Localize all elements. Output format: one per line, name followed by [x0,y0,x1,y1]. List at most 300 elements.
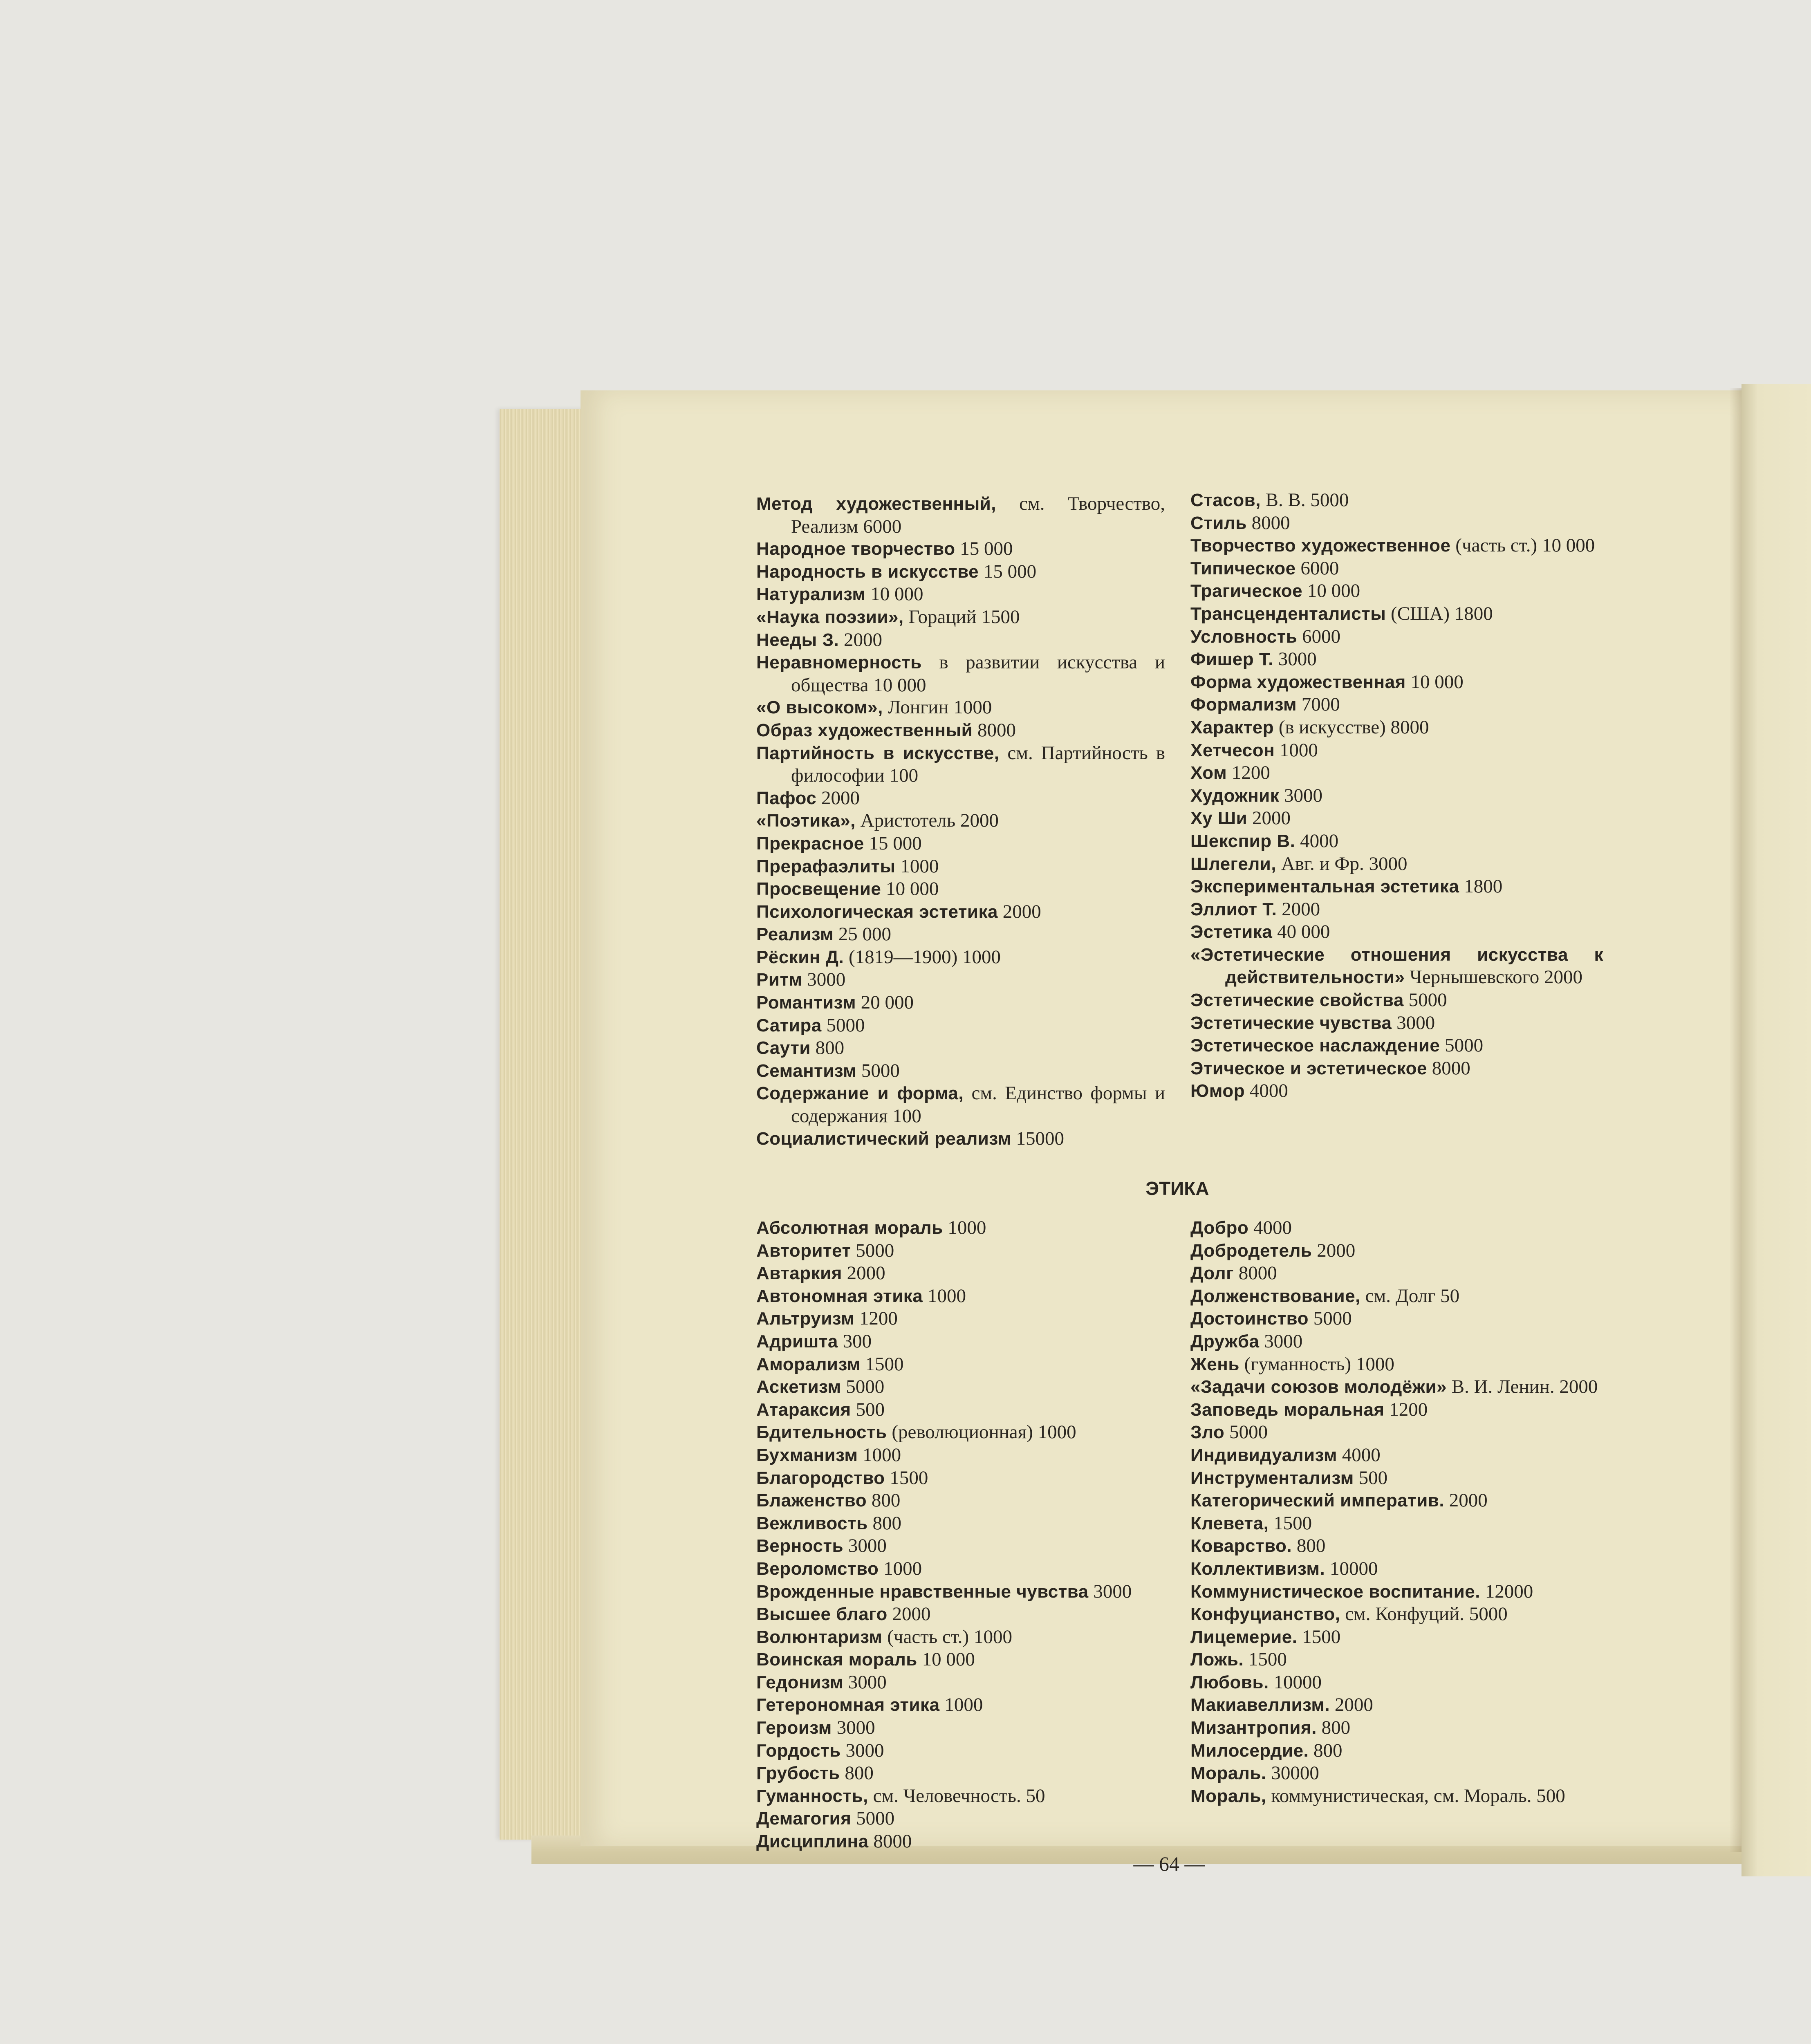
entry-detail: 800 [867,1490,901,1511]
entry-term: Условность [1190,626,1298,647]
entry-detail: 1000 [858,1444,901,1466]
entry-term: Фишер Т. [1190,649,1273,670]
entry-detail: 10000 [1269,1671,1322,1693]
index-entry [1190,1489,1603,1512]
entry-detail: 8000 [868,1831,912,1852]
entry-detail: 3000 [841,1739,884,1761]
entry-detail: Чернышевского 2000 [1405,966,1583,988]
entry-term: Пафос [756,788,817,808]
entry-detail: В. И. Ленин. 2000 [1447,1376,1598,1398]
entry-term: Достоинство [1190,1309,1309,1329]
index-entry [756,1330,1169,1353]
entry-detail: 2000 [1444,1490,1488,1511]
entry-detail: 1000 [1275,739,1318,761]
entry-term: Долженствование, [1190,1286,1360,1306]
entry-detail: 10 000 [881,878,939,900]
entry-detail: коммунистическая, см. Мораль. 500 [1266,1785,1565,1806]
index-entry [1190,1376,1603,1399]
entry-detail: 1500 [1297,1626,1341,1647]
index-entry [756,1239,1169,1262]
entry-term: Дружба [1190,1331,1260,1351]
entry-term: Воинская мораль [756,1650,917,1670]
entry-term: Авторитет [756,1240,851,1261]
index-entry [1190,1080,1603,1103]
entry-term: Гордость [756,1740,841,1761]
index-entry [1190,898,1603,921]
index-entry [756,696,1165,719]
entry-detail: 3000 [1088,1580,1132,1602]
entry-term: Содержание и форма, [756,1083,964,1104]
entry-detail: 2000 [839,629,882,650]
entry-term: Врожденные нравственные чувства [756,1581,1089,1602]
index-entry [756,1603,1169,1626]
entry-detail: 15000 [1011,1127,1064,1149]
entry-detail: 7000 [1297,694,1340,715]
index-entry [756,1694,1169,1717]
entry-term: Мораль, [1190,1786,1266,1806]
index-entry [756,606,1165,629]
index-entry [1190,580,1603,603]
entry-detail: Гораций 1500 [903,606,1020,628]
entry-term: Коварство. [1190,1536,1292,1556]
entry-term: Ложь. [1190,1650,1244,1670]
index-entry [756,1830,1169,1853]
entry-detail: 5000 [851,1239,894,1261]
entry-term: Автаркия [756,1263,842,1284]
entry-detail: Аристотель 2000 [855,810,999,831]
entry-term: «Наука поэзии», [756,607,904,627]
entry-detail: 10 000 [1405,671,1464,693]
index-entry [756,1489,1169,1512]
entry-term: Народность в искусстве [756,561,979,582]
entry-detail: 800 [810,1037,845,1059]
entry-term: Лицемерие. [1190,1627,1298,1647]
index-entry [756,1060,1165,1083]
entry-term: Психологическая эстетика [756,901,998,922]
index-entry [1190,1717,1603,1739]
index-entry [756,832,1165,855]
index-entry [756,1739,1169,1762]
entry-term: Типическое [1190,558,1296,578]
index-entry [1190,1057,1603,1080]
index-entry [1190,1762,1603,1785]
entry-detail: 300 [838,1330,872,1352]
entry-detail: 5000 [1440,1035,1484,1056]
entry-detail: 500 [851,1399,885,1420]
entry-detail: см. Долг 50 [1360,1285,1460,1307]
index-entry [756,1014,1165,1037]
entry-detail: (часть ст.) 10 000 [1450,535,1595,556]
index-entry [756,742,1165,787]
index-entry [1190,1739,1603,1762]
index-entry [1190,1399,1603,1421]
index-entry [1190,1535,1603,1558]
entry-term: Благородство [756,1468,885,1488]
entry-detail: 3000 [843,1671,887,1693]
entry-term: Романтизм [756,993,856,1013]
entry-detail: 8000 [1427,1057,1470,1079]
index-entry [1190,1694,1603,1717]
entry-term: Бухманизм [756,1445,858,1465]
entry-term: Демагогия [756,1809,852,1829]
entry-detail: 1500 [1244,1649,1287,1670]
entry-term: «Эстетические отношения искусства к действительности» [1190,944,1603,988]
entry-term: Метод художественный, [756,494,996,514]
entry-detail: 3000 [802,969,846,991]
index-entry [756,493,1165,538]
index-entry [1190,1217,1603,1239]
index-entry [1190,1671,1603,1694]
index-entry [1190,534,1603,557]
entry-detail: 2000 [1277,898,1320,920]
index-entry [1190,989,1603,1012]
entry-detail: 5000 [821,1014,865,1036]
index-entry [756,1558,1169,1580]
entry-detail: (часть ст.) 1000 [882,1626,1012,1647]
entry-detail: 800 [840,1762,874,1784]
entry-term: Этическое и эстетическое [1190,1058,1428,1078]
entry-detail: 1200 [1384,1399,1428,1420]
entry-term: Характер [1190,717,1274,737]
entry-detail: 1800 [1459,876,1503,897]
entry-term: Конфуцианство, [1190,1604,1340,1625]
entry-term: Жень [1190,1354,1239,1374]
entry-detail: 1000 [923,1285,966,1307]
aesthetics-column-right [1190,489,1603,1103]
entry-term: Эстетические чувства [1190,1013,1392,1033]
index-entry [756,1467,1169,1490]
entry-term: Эстетическое наслаждение [1190,1035,1440,1056]
index-entry [756,1512,1169,1535]
index-entry [1190,648,1603,671]
index-entry [756,1785,1169,1808]
index-entry [1190,512,1603,535]
entry-term: Коллективизм. [1190,1558,1325,1579]
entry-detail: 4000 [1295,830,1339,852]
index-entry [1190,1512,1603,1535]
entry-detail: 3000 [1392,1012,1435,1033]
index-entry [1190,784,1603,807]
index-entry [756,1535,1169,1558]
entry-detail: 4000 [1245,1080,1288,1102]
index-entry [756,538,1165,560]
entry-detail: 800 [1292,1535,1326,1557]
entry-term: Хетчесон [1190,740,1275,760]
page-edges [500,409,585,1840]
index-entry [1190,739,1603,762]
index-entry [1190,830,1603,853]
index-entry [1190,1353,1603,1376]
entry-detail: 800 [1309,1739,1343,1761]
entry-term: «Поэтика», [756,811,856,831]
index-entry [756,1444,1169,1467]
entry-detail: 12000 [1480,1580,1533,1602]
entry-detail: 15 000 [979,560,1037,582]
entry-term: Аскетизм [756,1377,841,1397]
index-entry [1190,875,1603,898]
entry-detail: 3000 [1279,784,1322,806]
entry-term: Категорический императив. [1190,1490,1445,1511]
entry-detail: 5000 [841,1376,885,1398]
index-entry [1190,693,1603,716]
index-entry [756,855,1165,878]
index-entry [756,1399,1169,1421]
entry-detail: (1819—1900) 1000 [844,946,1001,968]
entry-detail: 1500 [1269,1512,1312,1534]
index-entry [756,991,1165,1014]
ethics-column-left [756,1217,1169,1853]
entry-detail: 5000 [1403,989,1447,1011]
index-entry [756,1762,1169,1785]
entry-detail: 6000 [1295,557,1339,579]
entry-term: Милосердие. [1190,1740,1309,1761]
entry-detail: 8000 [1233,1262,1277,1284]
entry-term: Волюнтаризм [756,1627,883,1647]
entry-term: Натурализм [756,584,866,605]
index-entry [1190,762,1603,784]
index-entry [1190,1262,1603,1285]
entry-detail: (США) 1800 [1386,603,1493,624]
entry-term: Неравномерность [756,652,922,673]
index-entry [756,583,1165,606]
page-number: — 64 — [1133,1852,1205,1875]
entry-detail: (гуманность) 1000 [1239,1353,1394,1375]
entry-term: Нееды З. [756,630,839,650]
index-entry [1190,1626,1603,1649]
index-entry [1190,1034,1603,1057]
index-entry [756,1376,1169,1399]
index-entry [756,1648,1169,1671]
entry-term: Автономная этика [756,1286,923,1306]
index-entry [756,1626,1169,1649]
entry-detail: 2000 [816,787,860,809]
index-entry [1190,1330,1603,1353]
entry-term: Шлегели, [1190,854,1277,874]
entry-term: Абсолютная мораль [756,1218,943,1238]
index-entry [756,1285,1169,1308]
entry-term: Гуманность, [756,1786,868,1806]
index-entry [1190,921,1603,944]
entry-term: Шекспир В. [1190,831,1295,851]
index-entry [1190,944,1603,989]
index-entry [756,651,1165,696]
index-entry [756,787,1165,810]
index-entry [756,1217,1169,1239]
entry-detail: см. Человечность. 50 [868,1785,1045,1806]
index-entry [756,809,1165,832]
entry-detail: 1000 [895,855,939,877]
entry-term: Эстетика [1190,922,1273,942]
index-entry [756,878,1165,901]
index-entry [756,1421,1169,1444]
entry-term: Прерафаэлиты [756,856,896,876]
entry-detail: В. В. 5000 [1260,489,1349,511]
entry-term: Форма художественная [1190,672,1406,692]
entry-detail: 500 [1354,1467,1388,1488]
section-title: ЭТИКА [1145,1178,1209,1199]
entry-detail: в развитии искусства и общества 10 000 [791,652,1165,696]
index-entry [756,1807,1169,1830]
entry-detail: см. Конфуций. 5000 [1340,1603,1508,1625]
entry-term: Макиавеллизм. [1190,1695,1330,1715]
entry-term: Любовь. [1190,1672,1269,1692]
entry-term: Народное творчество [756,539,955,559]
index-entry [1190,557,1603,580]
entry-detail: 8000 [1246,512,1290,533]
entry-term: Альтруизм [756,1309,855,1329]
entry-detail: 800 [867,1512,901,1534]
entry-detail: 5000 [851,1808,895,1829]
entry-term: «О высоком», [756,697,883,718]
entry-detail: 5000 [856,1060,900,1081]
entry-term: Эстетические свойства [1190,990,1404,1011]
entry-term: Инструментализм [1190,1468,1354,1488]
index-entry [1190,807,1603,830]
entry-term: Долг [1190,1263,1234,1284]
entry-term: Образ художественный [756,720,973,740]
entry-term: Героизм [756,1718,832,1738]
entry-detail: 5000 [1309,1308,1352,1329]
entry-detail: см. Партийность в философии 100 [791,742,1165,787]
entry-detail: 2000 [887,1603,931,1625]
entry-detail: 20 000 [856,992,914,1013]
index-entry [1190,603,1603,625]
entry-term: Бдительность [756,1422,887,1443]
index-entry [1190,1444,1603,1467]
entry-detail: 6000 [1297,625,1341,647]
entry-detail: см. Творчество, Реализм 6000 [791,493,1165,537]
index-entry [756,901,1165,923]
entry-detail: (в искусстве) 8000 [1274,716,1429,738]
entry-term: «Задачи союзов молодёжи» [1190,1377,1447,1397]
index-entry [756,629,1165,652]
entry-term: Саути [756,1038,811,1058]
entry-detail: 10 000 [865,583,923,605]
index-entry [1190,1239,1603,1262]
entry-term: Вежливость [756,1513,868,1533]
entry-term: Формализм [1190,695,1297,715]
entry-detail: 3000 [832,1717,875,1739]
entry-term: Коммунистическое воспитание. [1190,1581,1480,1602]
index-entry [756,1580,1169,1603]
entry-term: Атараксия [756,1399,851,1420]
entry-term: Индивидуализм [1190,1445,1337,1465]
entry-term: Трансценденталисты [1190,603,1386,624]
entry-term: Юмор [1190,1081,1245,1101]
index-entry [756,968,1165,991]
index-entry [1190,1285,1603,1308]
entry-term: Ритм [756,970,802,990]
entry-term: Добро [1190,1218,1249,1238]
entry-detail: 40 000 [1272,921,1330,943]
entry-term: Высшее благо [756,1604,888,1625]
entry-term: Семантизм [756,1060,857,1081]
entry-term: Гедонизм [756,1672,843,1692]
entry-term: Стасов, [1190,490,1261,510]
entry-detail: 3000 [1273,648,1317,670]
entry-term: Социалистический реализм [756,1128,1011,1149]
index-entry [1190,625,1603,648]
entry-detail: 10000 [1325,1558,1378,1579]
entry-term: Просвещение [756,879,881,899]
entry-detail: 15 000 [864,832,922,854]
index-entry [756,560,1165,583]
entry-detail: 10 000 [917,1649,975,1670]
entry-detail: см. Единство формы и содержания 100 [791,1083,1165,1127]
entry-detail: 2000 [997,901,1041,922]
entry-term: Ху Ши [1190,808,1248,829]
entry-detail: 1500 [885,1467,928,1488]
entry-term: Художник [1190,785,1280,806]
entry-term: Сатира [756,1015,822,1035]
aesthetics-column-left [756,493,1165,1150]
entry-detail: 1200 [1227,762,1270,784]
index-entry [756,923,1165,946]
entry-term: Эллиот Т. [1190,899,1277,919]
entry-term: Трагическое [1190,581,1303,601]
entry-term: Партийность в искусстве, [756,743,1000,763]
entry-detail: 4000 [1248,1217,1292,1238]
entry-term: Заповедь моральная [1190,1399,1385,1420]
index-entry [756,1037,1165,1060]
entry-detail: 2000 [1312,1239,1356,1261]
index-entry [1190,1467,1603,1490]
index-entry [756,1262,1169,1285]
entry-term: Аморализм [756,1354,861,1374]
entry-detail: 8000 [973,719,1016,741]
entry-term: Экспериментальная эстетика [1190,876,1459,897]
index-entry [756,1353,1169,1376]
index-entry [1190,1421,1603,1444]
entry-term: Дисциплина [756,1831,869,1852]
entry-term: Мораль. [1190,1763,1266,1784]
entry-term: Добродетель [1190,1240,1312,1261]
entry-term: Стиль [1190,513,1247,533]
index-entry [1190,671,1603,694]
index-entry [756,1082,1165,1127]
entry-term: Блаженство [756,1490,867,1511]
entry-term: Реализм [756,924,834,945]
entry-term: Хом [1190,763,1227,783]
entry-term: Грубость [756,1763,840,1784]
index-entry [1190,1558,1603,1580]
index-entry [756,946,1165,969]
entry-detail: 2000 [1330,1694,1373,1716]
entry-detail: 1200 [854,1308,898,1329]
entry-term: Верность [756,1536,844,1556]
entry-detail: 30000 [1266,1762,1319,1784]
entry-detail: 1000 [939,1694,983,1716]
index-entry [756,719,1165,742]
index-entry [1190,1580,1603,1603]
entry-term: Адришта [756,1331,838,1351]
entry-detail: 1000 [879,1558,922,1579]
index-entry [756,1717,1169,1739]
entry-detail: 4000 [1337,1444,1381,1466]
entry-detail: (революционная) 1000 [887,1421,1076,1443]
entry-detail: 5000 [1224,1421,1268,1443]
index-entry [756,1307,1169,1330]
entry-term: Рёскин Д. [756,947,844,967]
entry-term: Творчество художественное [1190,536,1451,556]
entry-detail: 25 000 [834,923,892,945]
index-entry [1190,489,1603,512]
entry-detail: 2000 [1247,807,1291,829]
entry-detail: 1000 [943,1217,986,1238]
entry-detail: 10 000 [1302,580,1360,602]
entry-term: Мизантропия. [1190,1718,1317,1738]
entry-term: Зло [1190,1422,1225,1443]
